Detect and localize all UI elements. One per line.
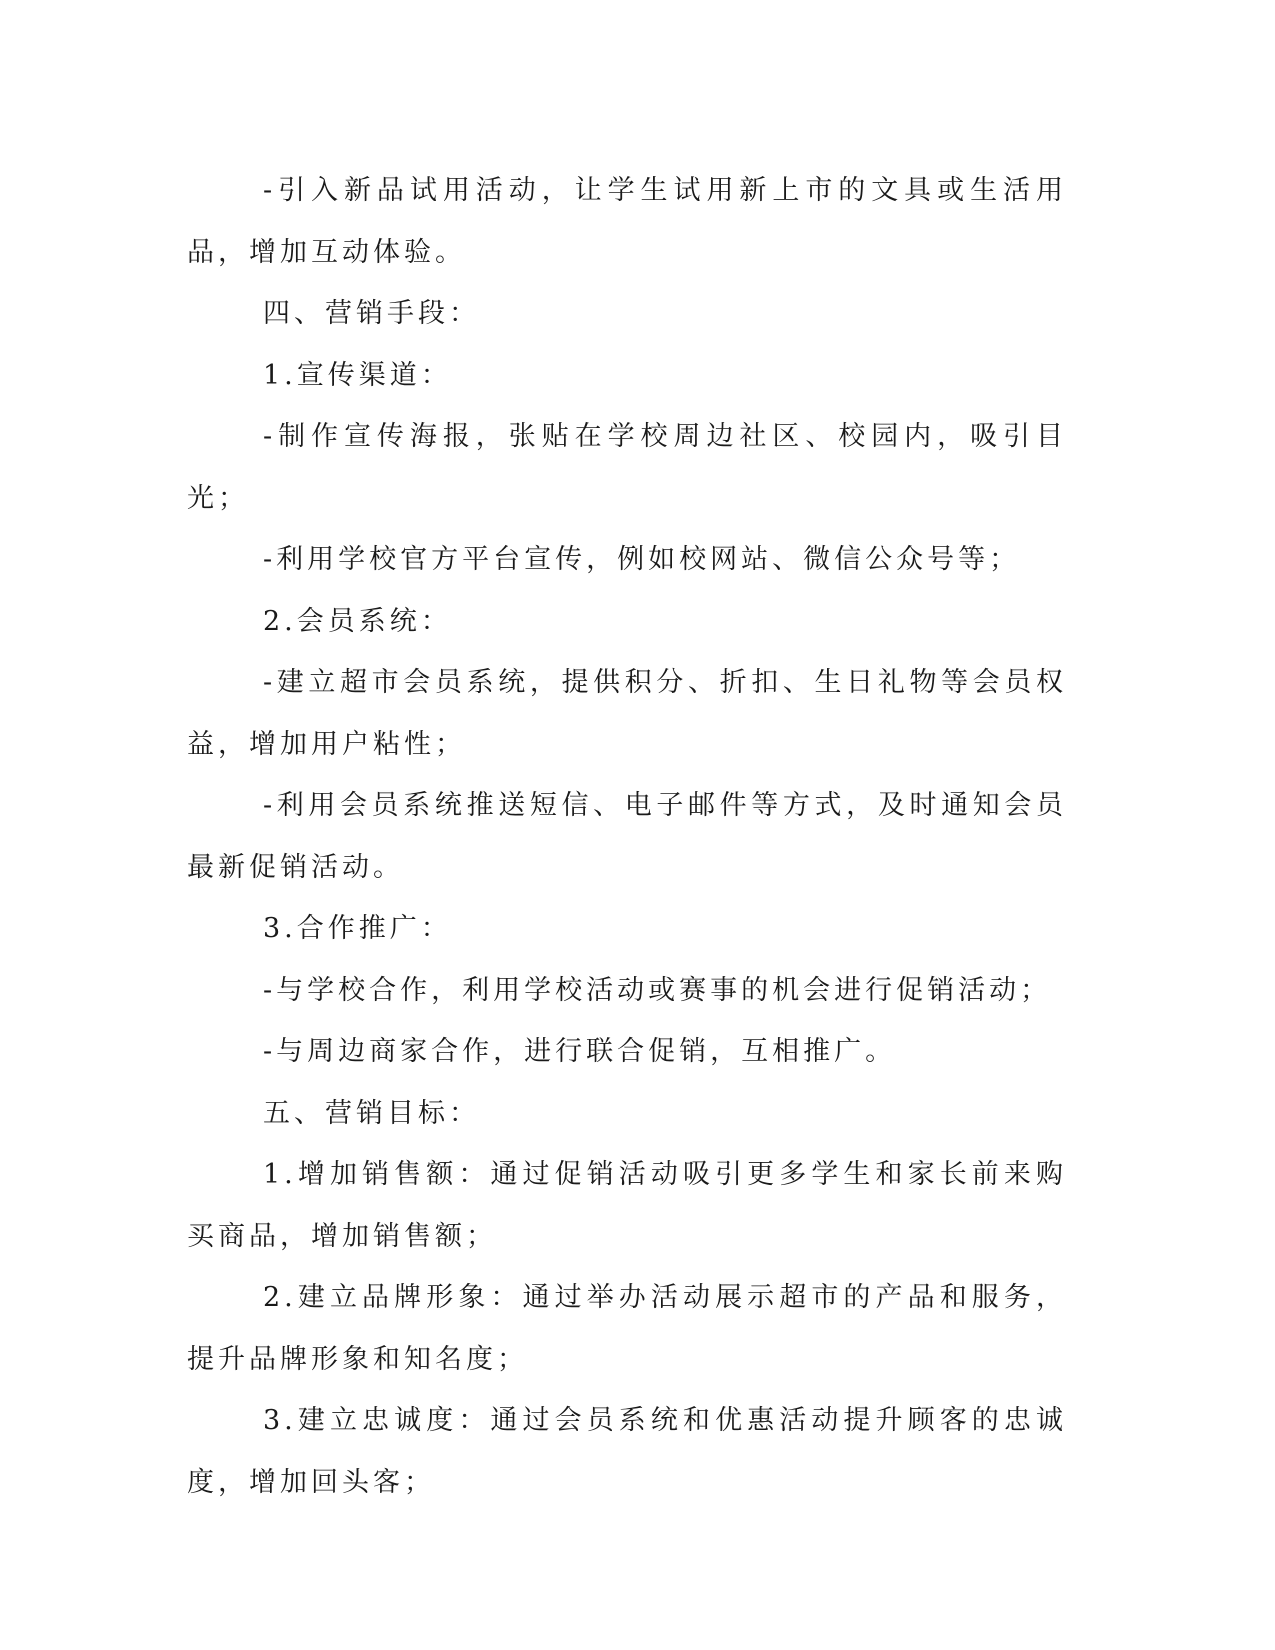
paragraph-posters: -制作宣传海报，张贴在学校周边社区、校园内，吸引目光； <box>187 421 1067 514</box>
heading-marketing-means: 四、营销手段： <box>263 298 480 329</box>
paragraph-school-cooperation: -与学校合作，利用学校活动或赛事的机会进行促销活动； <box>263 974 1052 1006</box>
heading-marketing-goals: 五、营销目标： <box>263 1097 480 1129</box>
paragraph-goal-loyalty: 3.建立忠诚度：通过会员系统和优惠活动提升顾客的忠诚度，增加回头客； <box>187 1405 1067 1498</box>
paragraph-member-notifications: -利用会员系统推送短信、电子邮件等方式，及时通知会员最新促销活动。 <box>187 790 1067 883</box>
paragraph-trial-activity: -引入新品试用活动，让学生试用新上市的文具或生活用品，增加互动体验。 <box>187 175 1067 268</box>
document-body <box>187 160 1067 1513</box>
paragraph-official-platforms: -利用学校官方平台宣传，例如校网站、微信公众号等； <box>263 544 1021 575</box>
paragraph-merchant-cooperation: -与周边商家合作，进行联合促销，互相推广。 <box>263 1036 897 1067</box>
paragraph-goal-sales: 1.增加销售额：通过促销活动吸引更多学生和家长前来购买商品，增加销售额； <box>187 1159 1067 1252</box>
subheading-promotion-channels: 1.宣传渠道： <box>263 359 452 391</box>
paragraph-member-benefits: -建立超市会员系统，提供积分、折扣、生日礼物等会员权益，增加用户粘性； <box>187 667 1067 760</box>
subheading-cooperative-promotion: 3.合作推广： <box>263 913 452 944</box>
paragraph-goal-brand: 2.建立品牌形象：通过举办活动展示超市的产品和服务，提升品牌形象和知名度； <box>187 1282 1067 1375</box>
subheading-membership-system: 2.会员系统： <box>263 605 452 637</box>
